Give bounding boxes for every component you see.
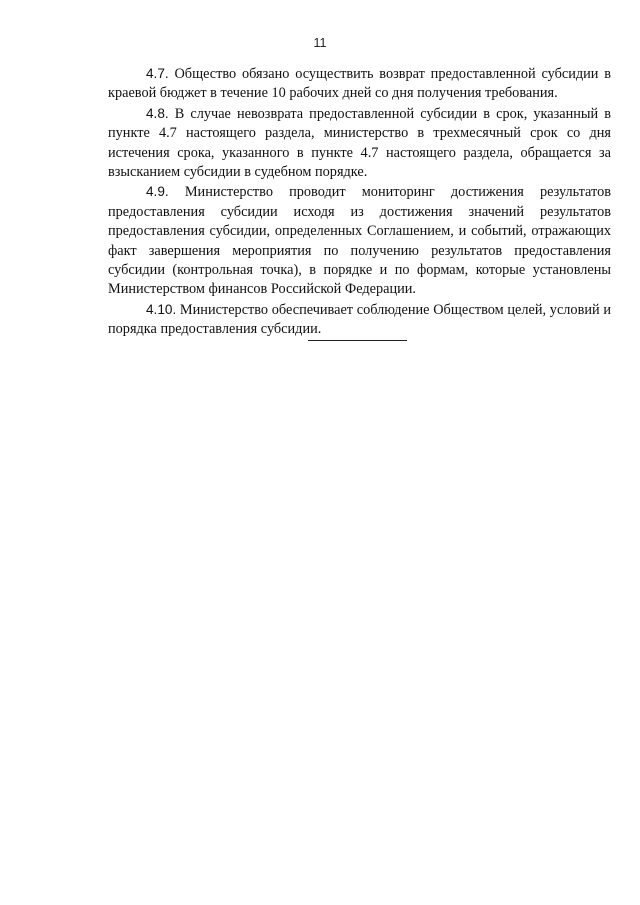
paragraph-text: В случае невозврата предоставленной субсидии в срок, указанный в пункте 4.7 настоящего раздела, министерство в трехмесячный срок со дня истечения срока, указанного в пункте 4.7 настоящего раздела, обращается за взысканием субсидии в судебном порядке. (108, 105, 611, 181)
paragraph-number: 4.10. (146, 301, 177, 317)
document-body (108, 64, 611, 340)
paragraph-4-10 (108, 300, 611, 340)
paragraph-number: 4.9. (146, 184, 169, 200)
paragraph-4-9 (108, 182, 611, 299)
end-separator-line (308, 340, 407, 341)
paragraph-number: 4.7. (146, 66, 169, 81)
paragraph-4-8 (108, 104, 611, 183)
paragraph-4-7 (108, 64, 611, 104)
paragraph-text: Министерство проводит мониторинг достижения результатов предоставления субсидии исходя из достижения значений результатов предоставления субсидии, определенных Соглашением, и событий, отражающих факт завершения мероприятия по получению результатов предоставления субсидии (контрольная точка), в порядке и по формам, которые установлены Министерством финансов Российской Федерации. (108, 184, 611, 298)
page-number: 11 (313, 36, 327, 50)
paragraph-text: Министерство обеспечивает соблюдение Обществом целей, условий и порядка предоставления субсидии. (108, 301, 611, 338)
paragraph-number: 4.8. (146, 105, 169, 121)
paragraph-text: Общество обязано осуществить возврат предоставленной субсидии в краевой бюджет в течение 10 рабочих дней со дня получения требования. (108, 66, 611, 102)
